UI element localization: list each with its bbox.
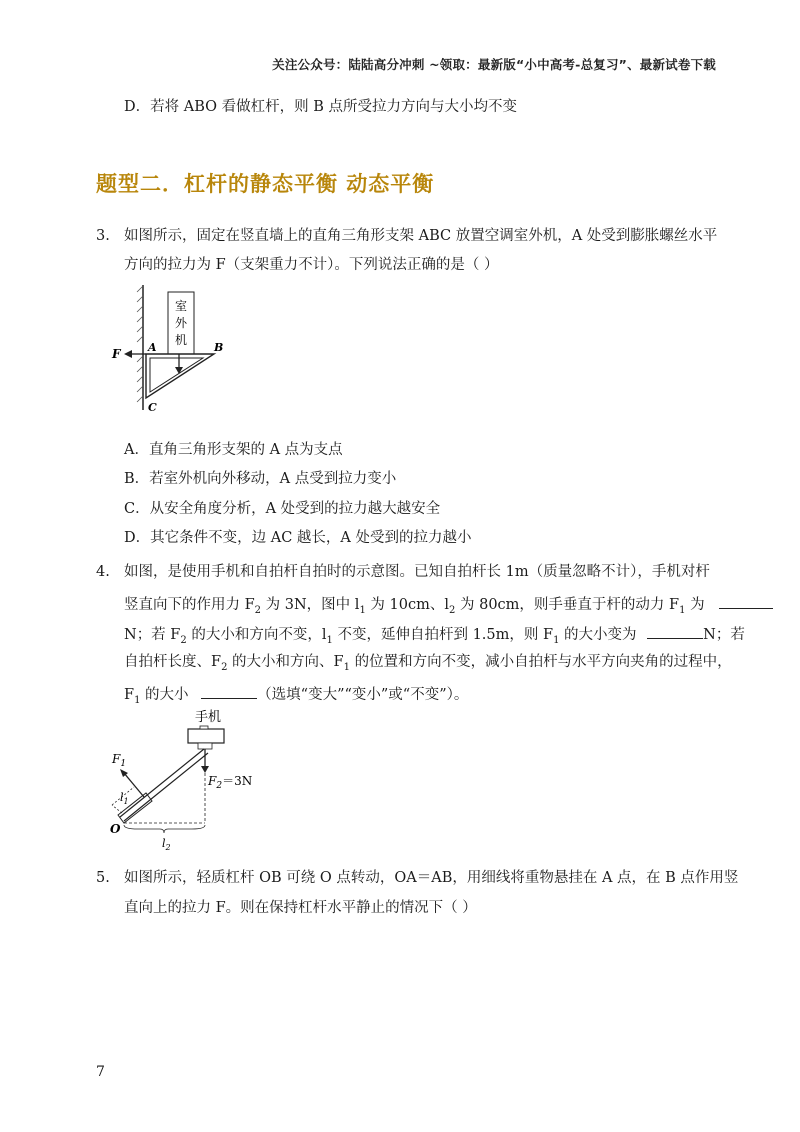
page-header: 关注公众号：陆陆高分冲刺 ~领取：最新版“小中高考-总复习”、最新试卷下载: [272, 57, 716, 72]
weight-arrow-head: [175, 367, 183, 374]
label-o: O: [110, 822, 121, 836]
label-b: B: [214, 341, 224, 354]
label-c: C: [148, 401, 157, 414]
q4-line3: N；若 $F_2$ 的大小和方向不变，$l_1$ 不变，延伸自拍杆到 1.5m，则 $F_1$ 的大小变为 N；若: [124, 622, 745, 651]
f1-label: $F_1$: [112, 752, 127, 769]
prev-option-d: D．若将 ABO 看做杠杆，则 B 点所受拉力方向与大小均不变: [124, 99, 517, 115]
unit-label-3: 机: [174, 333, 188, 347]
q4-blank-2[interactable]: [647, 622, 703, 639]
q4-line1: 如图，是使用手机和自拍杆自拍时的示意图。已知自拍杆长 1m（质量忽略不计），手机对杆: [124, 564, 710, 580]
q3-option-a: A．直角三角形支架的 A 点为支点: [124, 442, 343, 458]
q3-option-b: B．若室外机向外移动，A 点受到拉力变小: [124, 471, 397, 487]
q3-option-d: D．其它条件不变，边 AC 越长，A 处受到的拉力越小: [124, 530, 472, 546]
q3-option-c: C．从安全角度分析，A 处受到的拉力越大越安全: [124, 501, 441, 517]
q3-number: 3.: [96, 228, 110, 244]
q4-line5: $F_1$ 的大小 （选填“变大”“变小”或“不变”）。: [124, 682, 468, 711]
q4-line2: 竖直向下的作用力 $F_2$ 为 3N，图中 $l_1$ 为 10cm、$l_2$ 为 80cm，则手垂直于杆的动力 $F_1$ 为: [124, 592, 773, 621]
l2-brace: [124, 825, 205, 833]
f2-label: $F_2=3N$: [208, 774, 253, 791]
q4-number: 4.: [96, 564, 110, 580]
q3-figure: [110, 280, 240, 415]
bracket-outer: [146, 354, 214, 398]
f2-arrow-head: [201, 766, 209, 773]
page-number: 7: [96, 1064, 105, 1080]
q5-number: 5.: [96, 870, 110, 886]
q4-blank-1[interactable]: [719, 592, 773, 609]
phone-camera: [200, 726, 208, 729]
q3-line2: 方向的拉力为 F（支架重力不计）。下列说法正确的是（ ）: [124, 257, 499, 273]
unit-label-2: 外: [174, 316, 188, 330]
q5-line1: 如图所示，轻质杠杆 OB 可绕 O 点转动，OA＝AB，用细线将重物悬挂在 A 点，在 B 点作用竖: [124, 870, 739, 886]
q4-line4: 自拍杆长度、$F_2$ 的大小和方向、$F_1$ 的位置和方向不变，减小自拍杆与水平方向夹角的过程中，: [124, 654, 732, 673]
f1-arrow: [124, 773, 144, 797]
q3-line1: 如图所示，固定在竖直墙上的直角三角形支架 ABC 放置空调室外机，A 处受到膨胀螺丝水平: [124, 228, 718, 244]
phone-rect: [188, 729, 224, 743]
section-title: 题型二．杠杆的静态平衡 动态平衡: [96, 172, 435, 196]
q4-figure: [108, 705, 288, 850]
l1-label: $l_1$: [120, 791, 129, 806]
phone-clamp: [198, 743, 212, 749]
label-a: A: [148, 341, 157, 354]
label-f: F: [112, 347, 121, 361]
force-f-arrow-head: [124, 350, 132, 358]
phone-label: 手机: [194, 710, 222, 725]
stick-line-b: [124, 753, 208, 821]
unit-label-1: 室: [174, 299, 188, 313]
q4-blank-3[interactable]: [201, 682, 257, 699]
q5-line2: 直向上的拉力 F。则在保持杠杆水平静止的情况下（ ）: [124, 900, 477, 916]
wall-hatching: [137, 286, 143, 402]
bracket-inner: [150, 358, 203, 392]
l2-label: $l_2$: [162, 837, 171, 850]
